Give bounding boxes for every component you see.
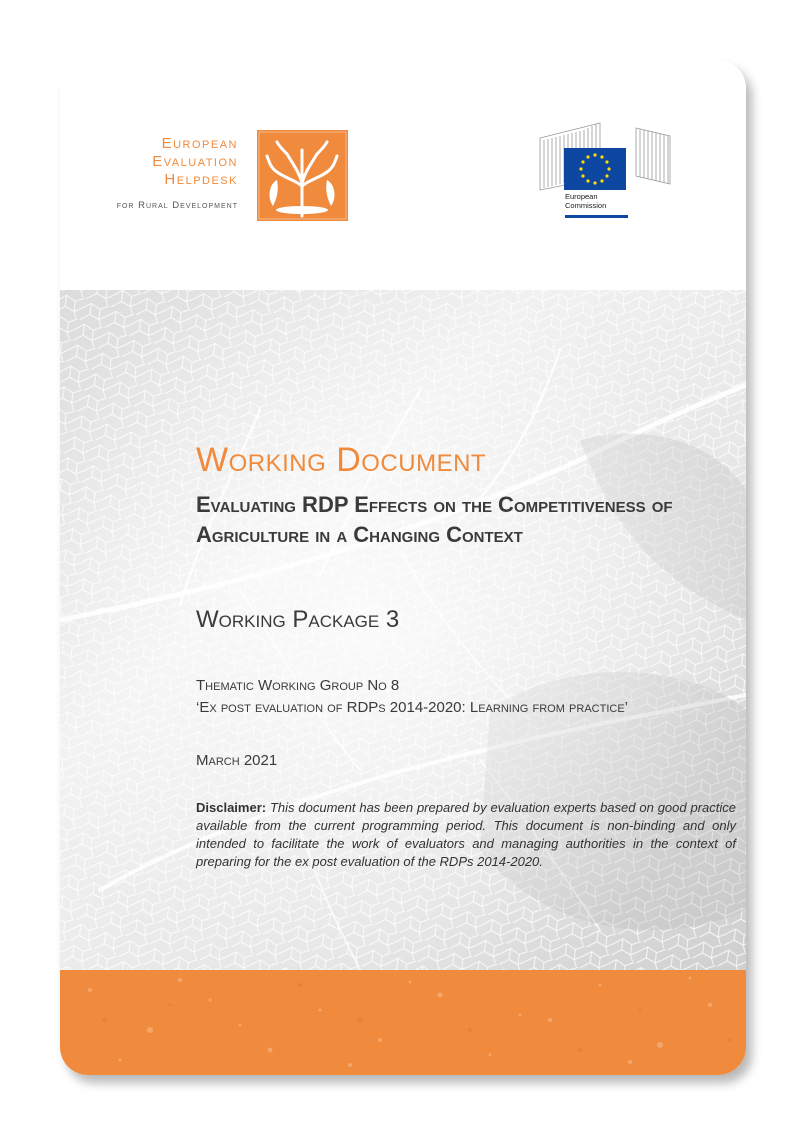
document-type: Working Document — [196, 441, 487, 479]
document-title: Evaluating RDP Effects on the Competitiveness of Agriculture in a Changing Context — [196, 492, 673, 547]
ec-name-line: European — [565, 192, 598, 201]
publication-date: March 2021 — [196, 752, 278, 769]
working-group-subtitle: ‘Ex post evaluation of RDPs 2014-2020: Learning from practice’ — [196, 699, 628, 716]
ec-name-line: Commission — [565, 201, 607, 210]
disclaimer — [196, 799, 736, 871]
working-package: Working Package 3 — [196, 606, 400, 633]
helpdesk-name-line: European — [161, 135, 238, 152]
disclaimer-text: This document has been prepared by evaluation experts based on good practice available from the current programming period. This document is non-binding and only intended to facilitate the work of evaluators and managing authorities in the context of preparing for the ex post evaluation of the RDPs 2014-2020. — [196, 800, 736, 869]
ec-name — [565, 192, 606, 210]
ec-underline — [565, 215, 628, 218]
helpdesk-name — [70, 135, 238, 189]
helpdesk-name-line: Evaluation — [152, 153, 238, 170]
helpdesk-subtitle: for Rural Development — [116, 200, 238, 211]
disclaimer-label: Disclaimer: — [196, 800, 267, 815]
document-cover — [60, 60, 746, 1075]
tree-icon — [255, 128, 350, 223]
band-texture — [60, 970, 746, 1075]
helpdesk-name-line: Helpdesk — [164, 171, 238, 188]
cover-content — [196, 440, 736, 871]
working-group: Thematic Working Group No 8 — [196, 677, 400, 694]
